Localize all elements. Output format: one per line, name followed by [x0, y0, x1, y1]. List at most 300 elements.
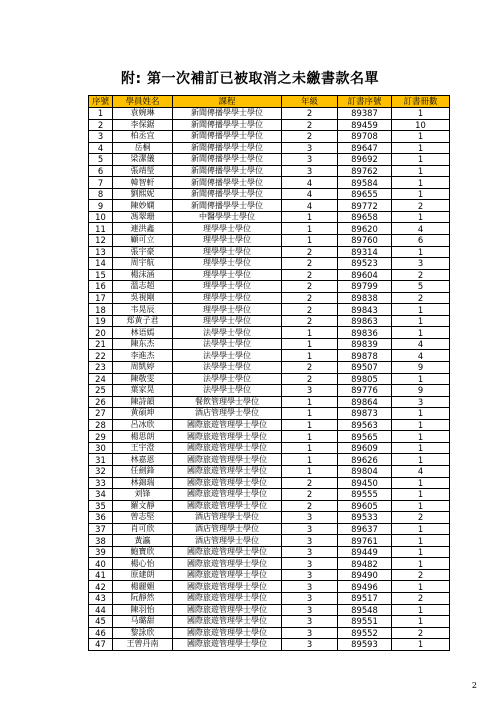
cell-course: 法學學士學位	[173, 362, 282, 374]
cell-copies: 2	[392, 627, 450, 639]
cell-copies: 1	[392, 477, 450, 489]
cell-serial: 2	[89, 119, 113, 131]
cell-order-number: 89533	[338, 512, 392, 524]
cell-serial: 25	[89, 385, 113, 397]
cell-course: 理學學士學位	[173, 258, 282, 270]
cell-student-name: 陳东杰	[113, 338, 173, 350]
cell-course: 法學學士學位	[173, 385, 282, 397]
cell-copies: 2	[392, 200, 450, 212]
cell-year: 1	[282, 408, 338, 420]
table-row	[89, 350, 450, 362]
cell-year: 3	[282, 154, 338, 166]
cell-order-number: 89843	[338, 304, 392, 316]
cell-order-number: 89450	[338, 477, 392, 489]
cell-year: 3	[282, 569, 338, 581]
cell-serial: 23	[89, 362, 113, 374]
table-row	[89, 616, 450, 628]
cell-year: 1	[282, 327, 338, 339]
cell-order-number: 89864	[338, 396, 392, 408]
cell-course: 法學學士學位	[173, 338, 282, 350]
cell-student-name: 周凱婷	[113, 362, 173, 374]
table-row	[89, 223, 450, 235]
cell-serial: 8	[89, 188, 113, 200]
cell-course: 法學學士學位	[173, 350, 282, 362]
cell-student-name: 马璐甜	[113, 616, 173, 628]
cell-copies: 1	[392, 523, 450, 535]
cell-copies: 4	[392, 338, 450, 350]
cell-student-name: 楊沫涵	[113, 269, 173, 281]
table-row	[89, 581, 450, 593]
cell-copies: 1	[392, 489, 450, 501]
table-body	[89, 108, 450, 651]
cell-student-name: 王宇澄	[113, 442, 173, 454]
cell-course: 酒店管理學士學位	[173, 535, 282, 547]
cell-copies: 1	[392, 639, 450, 651]
cell-year: 3	[282, 512, 338, 524]
cell-order-number: 89760	[338, 235, 392, 247]
cell-copies: 1	[392, 177, 450, 189]
cell-serial: 31	[89, 454, 113, 466]
cell-order-number: 89761	[338, 535, 392, 547]
header-copies: 訂書冊數	[392, 96, 450, 108]
cell-year: 1	[282, 223, 338, 235]
cell-serial: 36	[89, 512, 113, 524]
cell-copies: 1	[392, 327, 450, 339]
cell-order-number: 89708	[338, 131, 392, 143]
cell-copies: 5	[392, 281, 450, 293]
cell-course: 酒店管理學士學位	[173, 408, 282, 420]
cell-course: 國際旅遊管理學士學位	[173, 546, 282, 558]
cell-course: 國際旅遊管理學士學位	[173, 569, 282, 581]
cell-order-number: 89658	[338, 211, 392, 223]
cell-year: 2	[282, 304, 338, 316]
cell-course: 國際旅遊管理學士學位	[173, 558, 282, 570]
cell-year: 2	[282, 269, 338, 281]
cell-order-number: 89584	[338, 177, 392, 189]
cell-year: 1	[282, 211, 338, 223]
header-serial: 序號	[89, 96, 113, 108]
cell-order-number: 89314	[338, 246, 392, 258]
cell-course: 新聞傳播學學士學位	[173, 119, 282, 131]
cell-student-name: 呂冰欣	[113, 419, 173, 431]
cell-serial: 10	[89, 211, 113, 223]
cell-order-number: 89507	[338, 362, 392, 374]
cell-copies: 1	[392, 500, 450, 512]
cell-serial: 41	[89, 569, 113, 581]
cell-copies: 1	[392, 431, 450, 443]
cell-serial: 16	[89, 281, 113, 293]
cell-student-name: 柏丞宜	[113, 131, 173, 143]
cell-serial: 43	[89, 592, 113, 604]
cell-serial: 47	[89, 639, 113, 651]
cell-order-number: 89804	[338, 465, 392, 477]
cell-copies: 1	[392, 408, 450, 420]
table-row	[89, 142, 450, 154]
cell-copies: 2	[392, 569, 450, 581]
table-row	[89, 131, 450, 143]
table-row	[89, 258, 450, 270]
cell-course: 酒店管理學士學位	[173, 523, 282, 535]
cell-student-name: 袁婉琳	[113, 108, 173, 120]
cell-course: 國際旅遊管理學士學位	[173, 419, 282, 431]
table-row	[89, 558, 450, 570]
cell-order-number: 89839	[338, 338, 392, 350]
cell-copies: 1	[392, 154, 450, 166]
cell-serial: 19	[89, 315, 113, 327]
cell-order-number: 89626	[338, 454, 392, 466]
cell-copies: 1	[392, 454, 450, 466]
cell-copies: 1	[392, 442, 450, 454]
cell-year: 4	[282, 200, 338, 212]
table-row	[89, 408, 450, 420]
cell-order-number: 89517	[338, 592, 392, 604]
cell-year: 2	[282, 281, 338, 293]
table-row	[89, 604, 450, 616]
table-row	[89, 442, 450, 454]
table-row	[89, 396, 450, 408]
cell-serial: 46	[89, 627, 113, 639]
table-row	[89, 281, 450, 293]
cell-order-number: 89563	[338, 419, 392, 431]
cell-student-name: 羅文靜	[113, 500, 173, 512]
cell-year: 1	[282, 454, 338, 466]
cell-copies: 1	[392, 246, 450, 258]
cell-copies: 1	[392, 165, 450, 177]
cell-year: 1	[282, 396, 338, 408]
cell-student-name: 韦晃辰	[113, 304, 173, 316]
cell-copies: 1	[392, 558, 450, 570]
cell-student-name: 黃瀛	[113, 535, 173, 547]
cell-copies: 1	[392, 108, 450, 120]
cell-order-number: 89762	[338, 165, 392, 177]
cell-course: 國際旅遊管理學士學位	[173, 465, 282, 477]
cell-copies: 4	[392, 223, 450, 235]
cell-student-name: 林语嫣	[113, 327, 173, 339]
cell-order-number: 89772	[338, 200, 392, 212]
cell-course: 理學學士學位	[173, 315, 282, 327]
cell-copies: 1	[392, 604, 450, 616]
cell-serial: 20	[89, 327, 113, 339]
cell-student-name: 周宇航	[113, 258, 173, 270]
table-row	[89, 419, 450, 431]
cell-course: 國際旅遊管理學士學位	[173, 604, 282, 616]
cell-year: 2	[282, 258, 338, 270]
cell-copies: 1	[392, 188, 450, 200]
page-number: 2	[471, 681, 477, 690]
cell-year: 3	[282, 165, 338, 177]
table-row	[89, 454, 450, 466]
cell-year: 3	[282, 616, 338, 628]
cell-copies: 1	[392, 304, 450, 316]
cell-order-number: 89637	[338, 523, 392, 535]
cell-course: 新聞傳播學學士學位	[173, 165, 282, 177]
cell-serial: 21	[89, 338, 113, 350]
cell-course: 國際旅遊管理學士學位	[173, 627, 282, 639]
page-title: 附: 第一次補訂已被取消之未繳書款名單	[121, 71, 379, 87]
cell-student-name: 陳敬雯	[113, 373, 173, 385]
cell-order-number: 89604	[338, 269, 392, 281]
cell-year: 2	[282, 477, 338, 489]
table-row	[89, 477, 450, 489]
cell-serial: 22	[89, 350, 113, 362]
cell-serial: 45	[89, 616, 113, 628]
cell-year: 2	[282, 315, 338, 327]
cell-course: 中醫學學士學位	[173, 211, 282, 223]
cell-serial: 12	[89, 235, 113, 247]
table-row	[89, 188, 450, 200]
cell-student-name: 李進杰	[113, 350, 173, 362]
table-row	[89, 431, 450, 443]
cell-year: 2	[282, 500, 338, 512]
cell-student-name: 梁潔儀	[113, 154, 173, 166]
cell-order-number: 89548	[338, 604, 392, 616]
table-row	[89, 235, 450, 247]
cell-student-name: 王曾丹南	[113, 639, 173, 651]
cell-order-number: 89799	[338, 281, 392, 293]
cell-course: 餐飲管理學士學位	[173, 396, 282, 408]
cell-year: 2	[282, 131, 338, 143]
cell-serial: 39	[89, 546, 113, 558]
cell-order-number: 89878	[338, 350, 392, 362]
cell-year: 2	[282, 489, 338, 501]
cell-order-number: 89873	[338, 408, 392, 420]
cell-serial: 32	[89, 465, 113, 477]
cell-copies: 1	[392, 211, 450, 223]
cell-course: 新聞傳播學學士學位	[173, 131, 282, 143]
cell-course: 國際旅遊管理學士學位	[173, 581, 282, 593]
cell-copies: 2	[392, 512, 450, 524]
table-row	[89, 177, 450, 189]
cell-order-number: 89647	[338, 142, 392, 154]
cell-order-number: 89593	[338, 639, 392, 651]
cell-serial: 9	[89, 200, 113, 212]
cell-student-name: 楊心怡	[113, 558, 173, 570]
cell-order-number: 89496	[338, 581, 392, 593]
cell-course: 國際旅遊管理學士學位	[173, 454, 282, 466]
cell-serial: 18	[89, 304, 113, 316]
cell-student-name: 陳妙嫻	[113, 200, 173, 212]
cell-serial: 38	[89, 535, 113, 547]
cell-order-number: 89387	[338, 108, 392, 120]
table-row	[89, 165, 450, 177]
cell-order-number: 89805	[338, 373, 392, 385]
cell-year: 3	[282, 535, 338, 547]
cell-student-name: 原建朗	[113, 569, 173, 581]
table-row	[89, 385, 450, 397]
table-row	[89, 489, 450, 501]
cell-course: 法學學士學位	[173, 373, 282, 385]
cell-serial: 35	[89, 500, 113, 512]
cell-course: 國際旅遊管理學士學位	[173, 592, 282, 604]
cell-student-name: 黄碩坤	[113, 408, 173, 420]
cell-course: 新聞傳播學學士學位	[173, 177, 282, 189]
cell-student-name: 刘锋	[113, 489, 173, 501]
cell-student-name: 鮑寶欣	[113, 546, 173, 558]
cell-student-name: 楊麗媚	[113, 581, 173, 593]
cell-order-number: 89482	[338, 558, 392, 570]
cell-copies: 1	[392, 142, 450, 154]
cell-copies: 1	[392, 419, 450, 431]
cell-order-number: 89863	[338, 315, 392, 327]
cell-student-name: 郑黄子君	[113, 315, 173, 327]
cell-copies: 1	[392, 373, 450, 385]
cell-order-number: 89692	[338, 154, 392, 166]
cell-order-number: 89838	[338, 292, 392, 304]
cell-serial: 34	[89, 489, 113, 501]
cell-student-name: 溫志超	[113, 281, 173, 293]
cell-order-number: 89655	[338, 188, 392, 200]
cell-copies: 6	[392, 235, 450, 247]
cell-copies: 4	[392, 350, 450, 362]
cell-course: 新聞傳播學學士學位	[173, 188, 282, 200]
cell-serial: 15	[89, 269, 113, 281]
roster-table	[88, 95, 450, 651]
cell-course: 國際旅遊管理學士學位	[173, 616, 282, 628]
cell-order-number: 89555	[338, 489, 392, 501]
cell-student-name: 葉家晃	[113, 385, 173, 397]
cell-course: 新聞傳播學學士學位	[173, 154, 282, 166]
cell-course: 理學學士學位	[173, 235, 282, 247]
cell-copies: 1	[392, 616, 450, 628]
cell-serial: 7	[89, 177, 113, 189]
cell-year: 3	[282, 546, 338, 558]
cell-serial: 6	[89, 165, 113, 177]
cell-serial: 14	[89, 258, 113, 270]
cell-student-name: 張宇豪	[113, 246, 173, 258]
cell-order-number: 89523	[338, 258, 392, 270]
cell-year: 2	[282, 108, 338, 120]
cell-serial: 17	[89, 292, 113, 304]
cell-order-number: 89551	[338, 616, 392, 628]
cell-course: 國際旅遊管理學士學位	[173, 500, 282, 512]
cell-course: 理學學士學位	[173, 269, 282, 281]
cell-year: 3	[282, 581, 338, 593]
cell-year: 2	[282, 292, 338, 304]
cell-year: 3	[282, 558, 338, 570]
cell-serial: 13	[89, 246, 113, 258]
cell-year: 3	[282, 627, 338, 639]
cell-serial: 5	[89, 154, 113, 166]
cell-year: 4	[282, 177, 338, 189]
cell-copies: 2	[392, 592, 450, 604]
cell-course: 國際旅遊管理學士學位	[173, 431, 282, 443]
table-row	[89, 327, 450, 339]
cell-serial: 1	[89, 108, 113, 120]
cell-course: 法學學士學位	[173, 327, 282, 339]
cell-order-number: 89449	[338, 546, 392, 558]
table-row	[89, 523, 450, 535]
header-year: 年級	[282, 96, 338, 108]
cell-order-number: 89620	[338, 223, 392, 235]
cell-student-name: 曾志堅	[113, 512, 173, 524]
table-row	[89, 465, 450, 477]
table-row	[89, 304, 450, 316]
cell-course: 新聞傳播學學士學位	[173, 142, 282, 154]
cell-year: 4	[282, 188, 338, 200]
cell-year: 3	[282, 523, 338, 535]
cell-student-name: 連洪鑫	[113, 223, 173, 235]
cell-student-name: 顧可立	[113, 235, 173, 247]
cell-serial: 26	[89, 396, 113, 408]
table-row	[89, 108, 450, 120]
cell-student-name: 楊思朗	[113, 431, 173, 443]
cell-course: 理學學士學位	[173, 223, 282, 235]
cell-copies: 1	[392, 315, 450, 327]
table-row	[89, 546, 450, 558]
cell-order-number: 89609	[338, 442, 392, 454]
cell-year: 3	[282, 604, 338, 616]
cell-serial: 3	[89, 131, 113, 143]
cell-student-name: 陳詩韻	[113, 396, 173, 408]
cell-student-name: 林嘉恩	[113, 454, 173, 466]
cell-serial: 24	[89, 373, 113, 385]
cell-year: 1	[282, 465, 338, 477]
table-row	[89, 315, 450, 327]
cell-student-name: 陳羽怡	[113, 604, 173, 616]
cell-course: 新聞傳播學學士學位	[173, 200, 282, 212]
cell-order-number: 89490	[338, 569, 392, 581]
table-row	[89, 292, 450, 304]
cell-year: 1	[282, 235, 338, 247]
cell-student-name: 劉熙妮	[113, 188, 173, 200]
cell-student-name: 林錦瑞	[113, 477, 173, 489]
cell-copies: 1	[392, 131, 450, 143]
cell-order-number: 89776	[338, 385, 392, 397]
cell-serial: 44	[89, 604, 113, 616]
cell-copies: 10	[392, 119, 450, 131]
cell-year: 2	[282, 362, 338, 374]
cell-year: 1	[282, 350, 338, 362]
table-row	[89, 154, 450, 166]
cell-year: 2	[282, 373, 338, 385]
cell-serial: 29	[89, 431, 113, 443]
cell-serial: 4	[89, 142, 113, 154]
header-student-name: 學員姓名	[113, 96, 173, 108]
cell-course: 理學學士學位	[173, 281, 282, 293]
table-header-row	[89, 96, 450, 108]
cell-student-name: 李保鋸	[113, 119, 173, 131]
cell-serial: 28	[89, 419, 113, 431]
cell-order-number: 89459	[338, 119, 392, 131]
table-row	[89, 512, 450, 524]
table-row	[89, 246, 450, 258]
cell-course: 國際旅遊管理學士學位	[173, 477, 282, 489]
table-row	[89, 119, 450, 131]
cell-copies: 1	[392, 546, 450, 558]
cell-serial: 27	[89, 408, 113, 420]
cell-course: 國際旅遊管理學士學位	[173, 442, 282, 454]
cell-copies: 4	[392, 465, 450, 477]
cell-student-name: 馮翠珊	[113, 211, 173, 223]
cell-order-number: 89552	[338, 627, 392, 639]
cell-student-name: 任劍鋒	[113, 465, 173, 477]
header-order-number: 訂書序號	[338, 96, 392, 108]
cell-year: 3	[282, 592, 338, 604]
cell-order-number: 89605	[338, 500, 392, 512]
cell-year: 3	[282, 385, 338, 397]
cell-copies: 9	[392, 362, 450, 374]
cell-year: 1	[282, 442, 338, 454]
table-row	[89, 500, 450, 512]
cell-course: 國際旅遊管理學士學位	[173, 489, 282, 501]
cell-serial: 30	[89, 442, 113, 454]
cell-copies: 3	[392, 258, 450, 270]
table-row	[89, 592, 450, 604]
header-course: 課程	[173, 96, 282, 108]
cell-year: 1	[282, 419, 338, 431]
table-row	[89, 269, 450, 281]
cell-serial: 42	[89, 581, 113, 593]
